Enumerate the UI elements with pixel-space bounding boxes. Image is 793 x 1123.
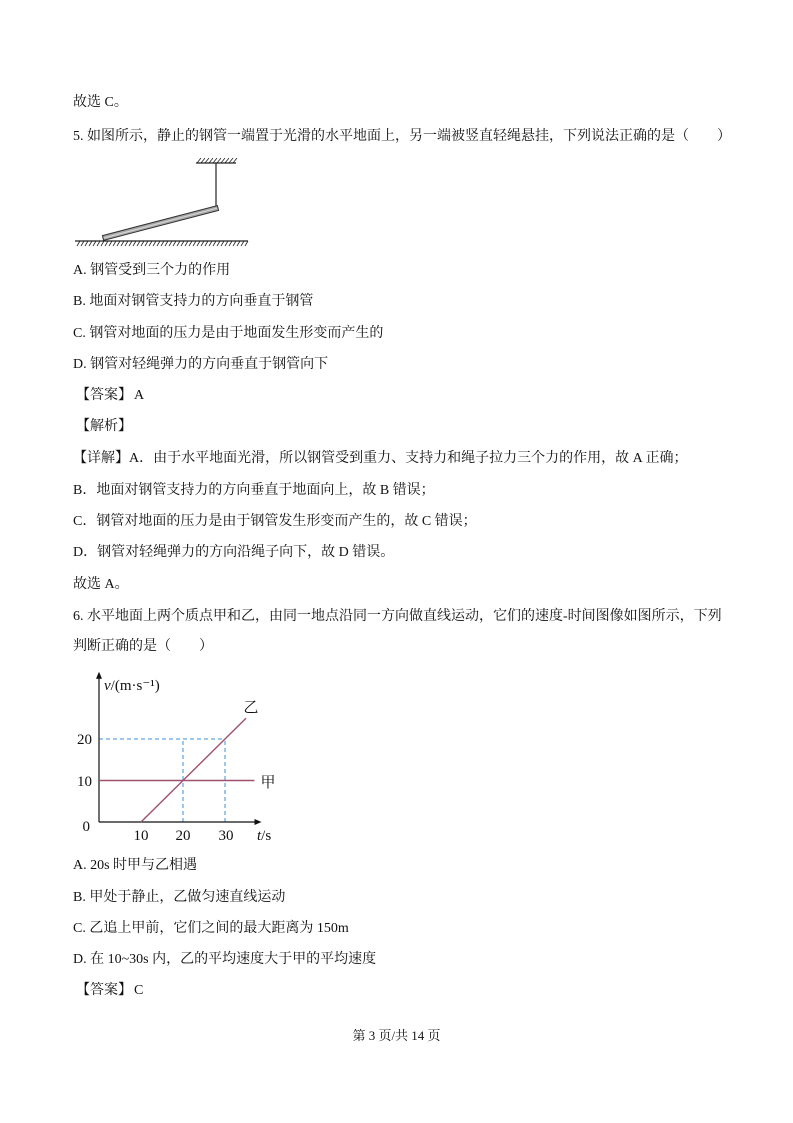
previous-conclusion: 故选 C。 bbox=[73, 95, 128, 110]
ground-hatch-mark bbox=[93, 241, 96, 246]
x-axis-arrow bbox=[255, 819, 262, 825]
series-label-yi: 乙 bbox=[243, 700, 259, 716]
answer-value: A bbox=[134, 388, 145, 403]
ground-hatch-mark bbox=[221, 241, 224, 246]
q5-option-d: D. 钢管对轻绳弹力的方向垂直于钢管向下 bbox=[73, 357, 329, 372]
ceiling-support bbox=[196, 158, 237, 163]
ground-hatch-mark bbox=[161, 241, 164, 246]
ceiling-hatch-mark bbox=[197, 158, 201, 163]
answer-label: 【答案】 bbox=[76, 983, 132, 998]
q6-answer bbox=[76, 981, 143, 1001]
ground-hatch-mark bbox=[189, 241, 192, 246]
ground-hatch-mark bbox=[229, 241, 232, 246]
ground-hatch-mark bbox=[81, 241, 84, 246]
ground-hatch-mark bbox=[153, 241, 156, 246]
ceiling-hatch-mark bbox=[233, 158, 237, 163]
q5-stem: 5. 如图所示，静止的钢管一端置于光滑的水平地面上，另一端被竖直轻绳悬挂，下列说法正确的是（ ） bbox=[73, 129, 731, 144]
x-tick-label: 10 bbox=[133, 828, 149, 844]
ground-hatch-mark bbox=[209, 241, 212, 246]
q5-analysis-label: 【解析】 bbox=[76, 419, 132, 434]
q6-option-a: A. 20s 时甲与乙相遇 bbox=[73, 858, 198, 873]
ground-hatch-mark bbox=[217, 241, 220, 246]
origin-label: 0 bbox=[82, 819, 90, 835]
ceiling-hatch-mark bbox=[225, 158, 229, 163]
ground-hatch-mark bbox=[173, 241, 176, 246]
q5-figure bbox=[70, 150, 255, 250]
x-tick-label: 20 bbox=[175, 828, 191, 844]
q6-option-c: C. 乙追上甲前，它们之间的最大距离为 150m bbox=[73, 921, 349, 936]
ground-hatch-mark bbox=[129, 241, 132, 246]
steel-pipe-highlight bbox=[104, 208, 217, 238]
ground-hatch-mark bbox=[193, 241, 196, 246]
ground-hatch-mark bbox=[121, 241, 124, 246]
velocity-time-chart bbox=[60, 665, 290, 850]
ground-hatch-mark bbox=[101, 241, 104, 246]
ground-hatch-mark bbox=[197, 241, 200, 246]
y-axis-unit: /(m·s⁻¹) bbox=[110, 678, 160, 694]
y-axis-arrow bbox=[96, 672, 102, 679]
ground-hatch-mark bbox=[185, 241, 188, 246]
q5-option-a: A. 钢管受到三个力的作用 bbox=[73, 263, 231, 278]
ground-hatch-mark bbox=[181, 241, 184, 246]
ground-hatch-mark bbox=[245, 241, 248, 246]
ground-hatch-mark bbox=[225, 241, 228, 246]
ceiling-hatch-mark bbox=[213, 158, 217, 163]
series-lines bbox=[99, 718, 254, 822]
ceiling-hatch-mark bbox=[217, 158, 221, 163]
ground-hatch-mark bbox=[89, 241, 92, 246]
q5-option-c: C. 钢管对地面的压力是由于地面发生形变而产生的 bbox=[73, 326, 384, 341]
x-axis-unit: /s bbox=[261, 828, 272, 844]
ground-hatch-mark bbox=[177, 241, 180, 246]
ground-hatch-mark bbox=[117, 241, 120, 246]
ground-hatch-mark bbox=[233, 241, 236, 246]
ceiling-hatch-mark bbox=[229, 158, 233, 163]
ground-hatch-mark bbox=[113, 241, 116, 246]
ground-hatch-mark bbox=[109, 241, 112, 246]
ground-hatch-mark bbox=[205, 241, 208, 246]
y-tick-label: 20 bbox=[77, 732, 92, 748]
ground-hatch-mark bbox=[133, 241, 136, 246]
ground-hatch-mark bbox=[237, 241, 240, 246]
ground-hatch-mark bbox=[137, 241, 140, 246]
ceiling-hatch-mark bbox=[201, 158, 205, 163]
y-tick-label: 10 bbox=[77, 774, 92, 790]
ceiling-hatch-mark bbox=[205, 158, 209, 163]
ceiling-hatch-mark bbox=[221, 158, 225, 163]
ground-hatch-mark bbox=[169, 241, 172, 246]
ground-hatch-mark bbox=[97, 241, 100, 246]
answer-label: 【答案】 bbox=[76, 388, 132, 403]
ground-hatch-mark bbox=[85, 241, 88, 246]
axes bbox=[96, 672, 262, 825]
q5-explanation-b: B．地面对钢管支持力的方向垂直于地面向上，故 B 错误； bbox=[73, 483, 435, 498]
q6-option-d: D. 在 10~30s 内，乙的平均速度大于甲的平均速度 bbox=[73, 952, 377, 967]
x-axis-symbol: t bbox=[257, 828, 262, 844]
ground-hatch-mark bbox=[125, 241, 128, 246]
ground-hatch-mark bbox=[141, 241, 144, 246]
q5-answer bbox=[76, 386, 144, 406]
q6-option-b: B. 甲处于静止，乙做匀速直线运动 bbox=[73, 890, 286, 905]
y-axis-label bbox=[104, 678, 160, 694]
ground-hatch-mark bbox=[201, 241, 204, 246]
q5-explanation-c: C．钢管对地面的压力是由于钢管发生形变而产生的，故 C 错误； bbox=[73, 514, 477, 529]
ground bbox=[75, 241, 248, 246]
series-line-yi bbox=[141, 718, 246, 822]
ground-hatch-mark bbox=[165, 241, 168, 246]
q6-stem-line-2: 判断正确的是（ ） bbox=[73, 639, 213, 654]
q5-conclusion: 故选 A。 bbox=[73, 577, 129, 592]
series-label-jia: 甲 bbox=[260, 775, 276, 791]
q5-explanation-d: D．钢管对轻绳弹力的方向沿绳子向下，故 D 错误。 bbox=[73, 545, 395, 560]
q6-stem-line-1: 6. 水平地面上两个质点甲和乙，由同一地点沿同一方向做直线运动，它们的速度-时间图像如图所示，下列 bbox=[73, 609, 722, 624]
x-tick-label: 30 bbox=[218, 828, 234, 844]
ground-hatch-mark bbox=[149, 241, 152, 246]
ground-hatch-mark bbox=[105, 241, 108, 246]
ground-hatch-mark bbox=[157, 241, 160, 246]
q5-explanation-a: 【详解】A．由于水平地面光滑，所以钢管受到重力、支持力和绳子拉力三个力的作用，故 A 正确； bbox=[73, 451, 688, 466]
page-footer: 第 3 页/共 14 页 bbox=[352, 1028, 441, 1043]
ceiling-hatch-mark bbox=[209, 158, 213, 163]
ground-hatch-mark bbox=[213, 241, 216, 246]
answer-value: C bbox=[134, 983, 144, 998]
ground-hatch-mark bbox=[145, 241, 148, 246]
y-axis-symbol: v bbox=[104, 678, 111, 694]
x-axis-label bbox=[257, 828, 271, 844]
ground-hatch-mark bbox=[77, 241, 80, 246]
q5-option-b: B. 地面对钢管支持力的方向垂直于钢管 bbox=[73, 294, 314, 309]
ground-hatch-mark bbox=[241, 241, 244, 246]
